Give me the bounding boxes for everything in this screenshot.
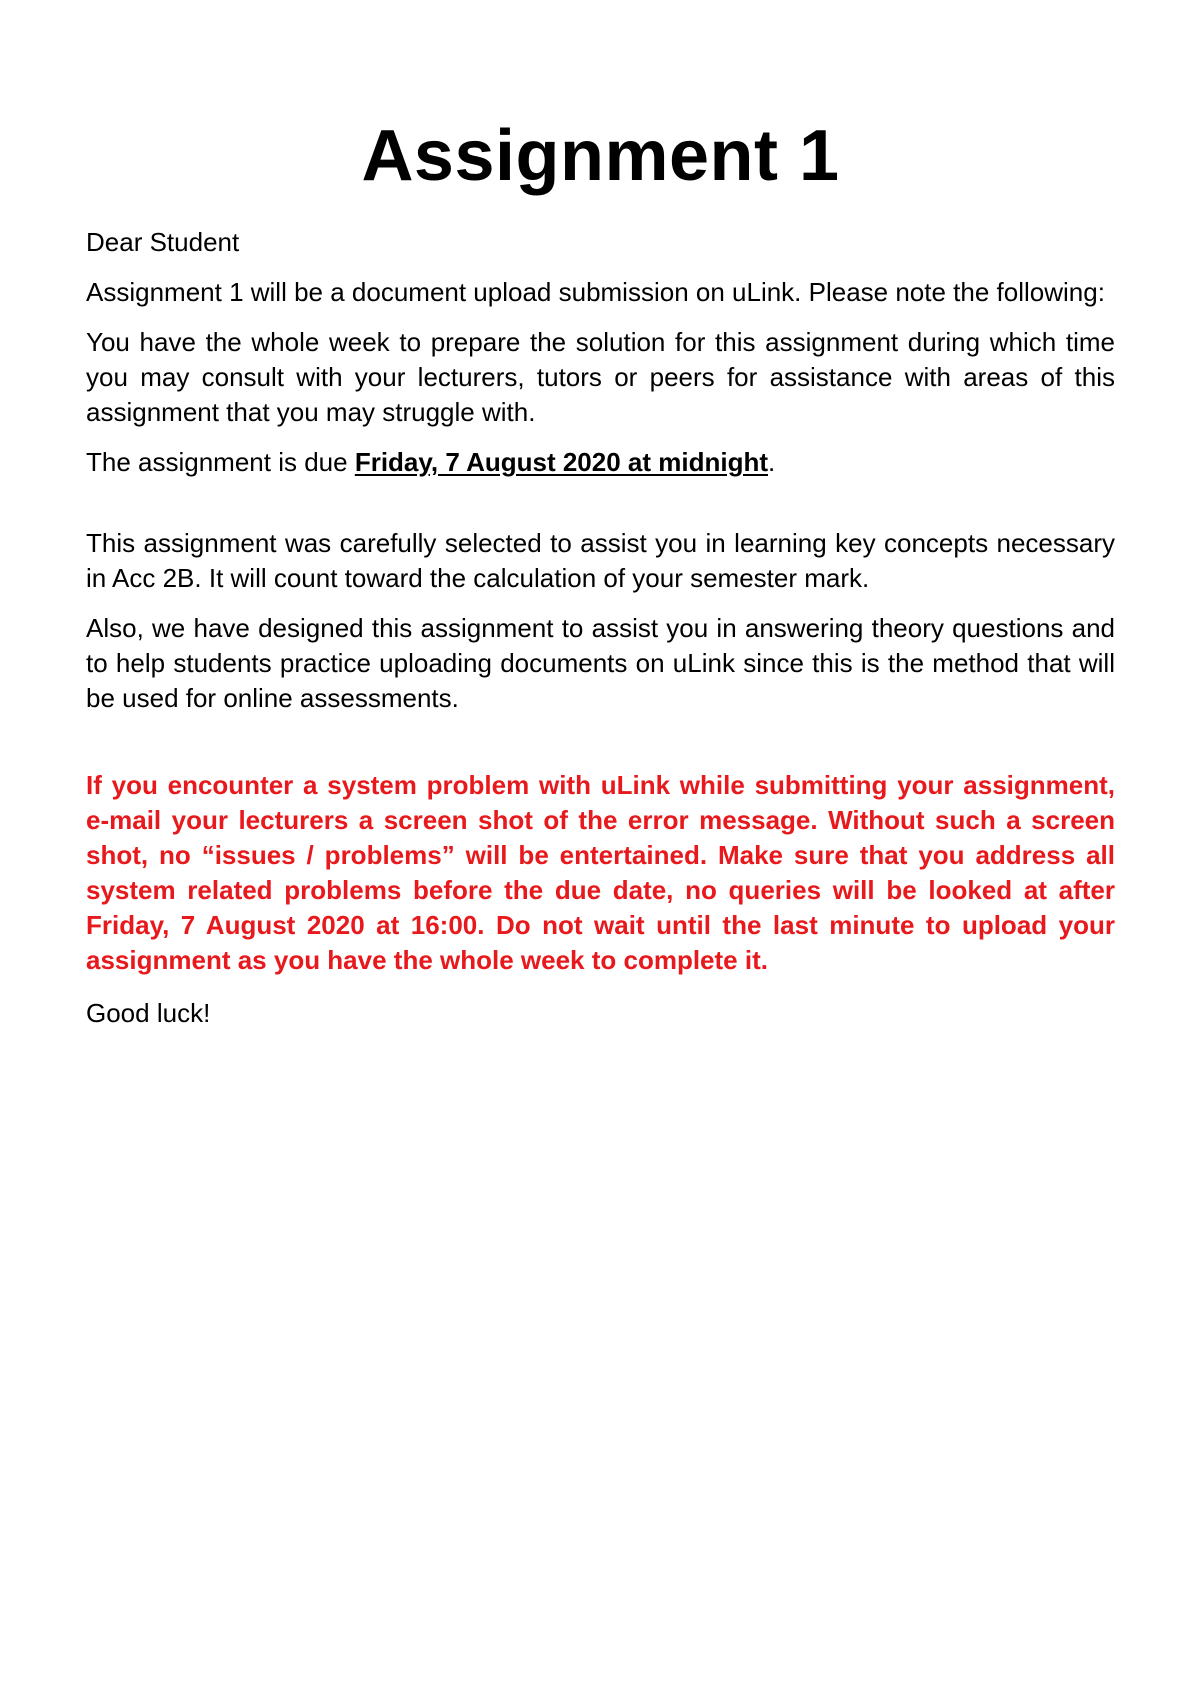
document-title: Assignment 1 bbox=[361, 116, 840, 196]
due-prefix: The assignment is due bbox=[86, 447, 355, 477]
greeting: Dear Student bbox=[86, 227, 240, 257]
due-date: Friday, 7 August 2020 at midnight bbox=[354, 447, 768, 477]
paragraph-designed: Also, we have designed this assignment to assist you in answering theory questions and to help students practice uploading documents on uLink since this is the method that will be used for online assessments. bbox=[86, 613, 1115, 713]
paragraph-week: You have the whole week to prepare the solution for this assignment during which time you may consult with your lecturers, tutors or peers for assistance with areas of this assignment that you may struggle with. bbox=[86, 327, 1115, 427]
closing: Good luck! bbox=[86, 998, 211, 1028]
paragraph-upload: Assignment 1 will be a document upload submission on uLink. Please note the following: bbox=[86, 277, 1105, 307]
due-suffix: . bbox=[768, 447, 776, 477]
document-body bbox=[86, 115, 1115, 1046]
paragraph-due bbox=[86, 445, 1115, 480]
paragraph-selected: This assignment was carefully selected to assist you in learning key concepts necessary in Acc 2B. It will count toward the calculation of your semester mark. bbox=[86, 528, 1115, 593]
warning-notice: If you encounter a system problem with uLink while submitting your assignment, e-mail your lecturers a screen shot of the error message. Without such a screen shot, no “issues / problems” will be entertained. Make sure that you address all system related problems before the due date, no queries will be looked at after Friday, 7 August 2020 at 16:00. Do not wait until the last minute to upload your assignment as you have the whole week to complete it. bbox=[86, 770, 1115, 975]
